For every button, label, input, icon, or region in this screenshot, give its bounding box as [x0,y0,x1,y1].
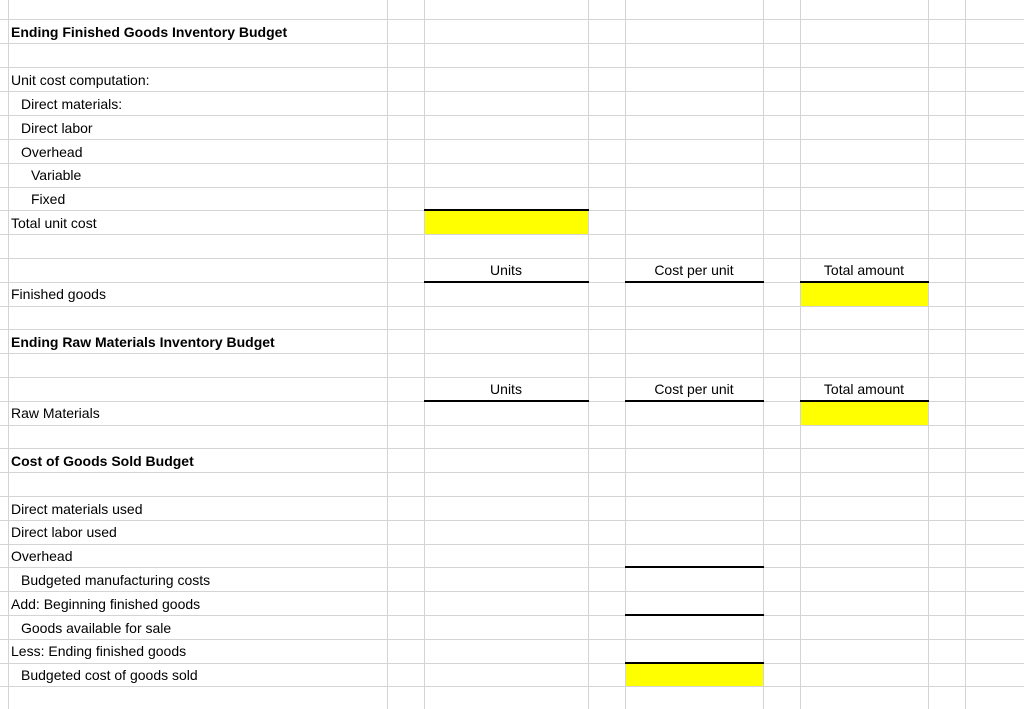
gridline [0,234,1024,235]
add-beginning-finished-goods-label: Add: Beginning finished goods [11,596,201,612]
gridline [387,0,388,709]
rm-cost-per-unit-header: Cost per unit [654,381,734,397]
gridline [0,187,1024,188]
total-unit-cost-cell[interactable] [425,211,588,234]
direct-labor-label: Direct labor [21,120,93,136]
gridline [0,67,1024,68]
fixed-label: Fixed [31,191,66,207]
variable-label: Variable [31,167,82,183]
rm-units-header: Units [490,381,522,397]
cell-border [625,614,764,616]
goods-available-for-sale-label: Goods available for sale [21,620,172,636]
less-ending-finished-goods-label: Less: Ending finished goods [11,643,187,659]
gridline [0,163,1024,164]
raw-materials-total-amount-cell[interactable] [801,402,928,425]
unit-cost-computation-label: Unit cost computation: [11,72,150,88]
gridline [928,0,929,709]
gridline [625,0,626,709]
cell-border [424,209,589,211]
budgeted-manufacturing-costs-label: Budgeted manufacturing costs [21,572,211,588]
fg-cost-per-unit-header: Cost per unit [654,262,734,278]
gridline [424,0,425,709]
gridline [8,0,9,709]
cell-border [625,662,764,664]
cell-border [625,566,764,568]
direct-materials-used-label: Direct materials used [11,501,143,517]
raw-materials-label: Raw Materials [11,405,100,421]
total-unit-cost-label: Total unit cost [11,215,97,231]
finished-goods-label: Finished goods [11,286,106,302]
fg-total-amount-header: Total amount [823,262,905,278]
raw-materials-budget-title: Ending Raw Materials Inventory Budget [11,334,275,350]
gridline [0,306,1024,307]
gridline [763,0,764,709]
gridline [0,544,1024,545]
gridline [0,91,1024,92]
budgeted-cogs-label: Budgeted cost of goods sold [21,667,198,683]
direct-materials-label: Direct materials: [21,96,123,112]
gridline [0,425,1024,426]
gridline [965,0,966,709]
gridline [800,0,801,709]
overhead-label: Overhead [21,144,83,160]
finished-goods-budget-title: Ending Finished Goods Inventory Budget [11,24,288,40]
fg-units-header: Units [490,262,522,278]
cogs-budget-title: Cost of Goods Sold Budget [11,453,194,469]
direct-labor-used-label: Direct labor used [11,524,117,540]
budgeted-cogs-total-cell[interactable] [626,664,763,686]
gridline [0,139,1024,140]
gridline [0,115,1024,116]
rm-total-amount-header: Total amount [823,381,905,397]
gridline [0,496,1024,497]
gridline [0,520,1024,521]
cogs-overhead-label: Overhead [11,548,73,564]
finished-goods-total-amount-cell[interactable] [801,283,928,306]
gridline [588,0,589,709]
